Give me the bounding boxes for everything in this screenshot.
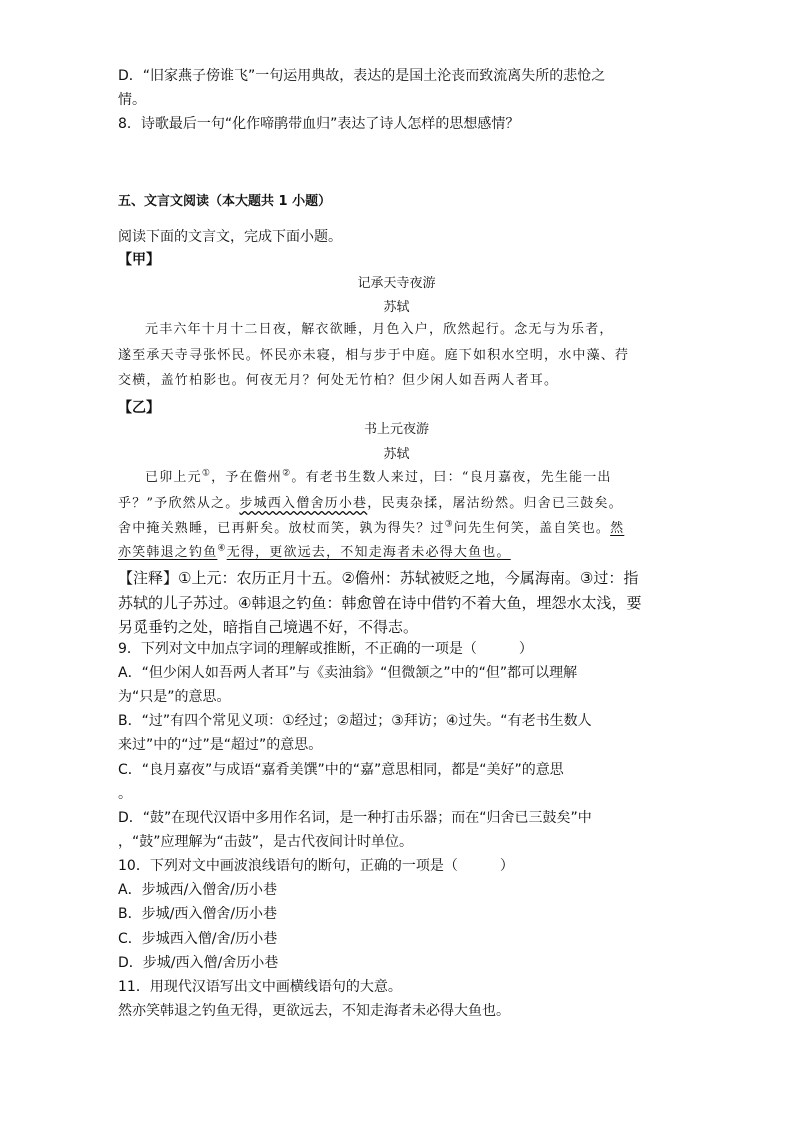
passage-yi-line4 [118, 543, 511, 563]
underlined-sentence: 无得，更欲远去，不知走海者未必得大鱼也。 [226, 545, 511, 560]
passage-yi-line1 [145, 468, 612, 488]
q9-option-b-line2: 来过”中的“过”是“超过”的意思。 [118, 737, 323, 753]
q10-option-c: C．步城西入僧/舍/历小巷 [118, 931, 278, 947]
yi-text: 。有老书生数人来过，曰：“良月嘉夜，先生能一出 [291, 470, 612, 485]
question-11: 11．用现代汉语写出文中画横线语句的大意。 [118, 979, 402, 995]
q7-option-d-line2: 情。 [118, 92, 146, 108]
q9-option-a-line1: A．“但少闲人如吾两人者耳”与《卖油翁》“但微颔之”中的“但”都可以理解 [118, 665, 578, 681]
question-9: 9．下列对文中加点字词的理解或推断，不正确的一项是（ ） [118, 641, 533, 657]
passage-yi-author: 苏轼 [383, 447, 410, 462]
section-5-heading: 五、文言文阅读（本大题共 1 小题） [118, 194, 332, 209]
q10-option-d: D．步城/西入僧/舍历小巷 [118, 955, 279, 971]
wavy-underlined-sentence: 步城西入僧舍历小巷 [239, 496, 368, 511]
q9-option-d-line1: D．“鼓”在现代汉语中多用作名词，是一种打击乐器；而在“归舍已三鼓矣”中 [118, 810, 592, 826]
passage-yi-line2 [118, 494, 623, 514]
passage-jia-line1: 元丰六年十月十二日夜，解衣欲睡，月色入户，欣然起行。念无与为乐者， [145, 322, 614, 337]
passage-jia-line2: 遂至承天寺寻张怀民。怀民亦未寝，相与步于中庭。庭下如积水空明，水中藻、荇 [118, 348, 630, 363]
q7-option-d-line1: D．“旧家燕子傍谁飞”一句运用典故，表达的是国土沦丧而致流离失所的悲怆之 [118, 68, 606, 84]
notes-line3: 另觅垂钓之处，暗指自己境遇不好，不得志。 [118, 618, 419, 636]
q11-sentence: 然亦笑韩退之钓鱼无得，更欲远去，不知走海者未必得大鱼也。 [118, 1003, 510, 1019]
yi-text: 舍中掩关熟睡，已再鼾矣。放杖而笑，孰为得失？过 [118, 521, 445, 536]
q9-option-d-line2: ，“鼓”应理解为“击鼓”，是古代夜间计时单位。 [118, 834, 414, 850]
q10-option-a: A．步城西/入僧舍/历小巷 [118, 882, 278, 898]
passage-yi-label: 【乙】 [118, 400, 160, 416]
yi-text: 已卯上元 [145, 470, 202, 485]
question-10: 10．下列对文中画波浪线语句的断句，正确的一项是（ ） [118, 858, 514, 874]
passage-jia-line3: 交横，盖竹柏影也。何夜无月？何处无竹柏？但少闲人如吾两人者耳。 [118, 373, 559, 388]
notes-line1: 【注释】①上元：农历正月十五。②儋州：苏轼被贬之地，今属海南。③过：指 [118, 569, 639, 587]
note-ref-3: ③ [444, 519, 454, 530]
question-8: 8．诗歌最后一句“化作啼鹃带血归”表达了诗人怎样的思想感情？ [118, 116, 520, 132]
notes-line2: 苏轼的儿子苏过。④韩退之钓鱼：韩愈曾在诗中借钓不着大鱼，埋怨水太浅，要 [118, 594, 642, 612]
note-ref-4: ④ [217, 543, 227, 554]
q9-option-a-line2: 为“只是”的意思。 [118, 689, 231, 705]
passage-yi-title: 书上元夜游 [363, 422, 429, 437]
underlined-sentence: 亦笑韩退之钓鱼 [118, 545, 218, 560]
yi-text: ，民夷杂揉，屠沽纷然。归舍已三鼓矣。 [367, 496, 623, 511]
passage-jia-title: 记承天寺夜游 [357, 276, 436, 291]
yi-text: ，予在儋州 [211, 470, 283, 485]
reading-instruction: 阅读下面的文言文，完成下面小题。 [118, 229, 342, 245]
note-ref-2: ② [282, 468, 292, 479]
q9-option-c-line2: 。 [118, 786, 132, 802]
passage-yi-line3 [118, 519, 624, 539]
yi-text: 问先生何笑，盖自笑也。 [453, 521, 611, 536]
passage-jia-label: 【甲】 [118, 252, 160, 268]
passage-jia-author: 苏轼 [383, 300, 410, 315]
q9-option-b-line1: B．“过”有四个常见义项：①经过；②超过；③拜访；④过失。“有老书生数人 [118, 713, 592, 729]
q9-option-c-line1: C．“良月嘉夜”与成语“嘉肴美馔”中的“嘉”意思相同，都是“美好”的意思 [118, 762, 564, 778]
underlined-sentence-start: 然 [610, 521, 625, 536]
yi-text: 乎？”予欣然从之。 [118, 496, 240, 511]
q10-option-b: B．步城/西入僧舍/历小巷 [118, 906, 278, 922]
note-ref-1: ① [201, 468, 212, 479]
